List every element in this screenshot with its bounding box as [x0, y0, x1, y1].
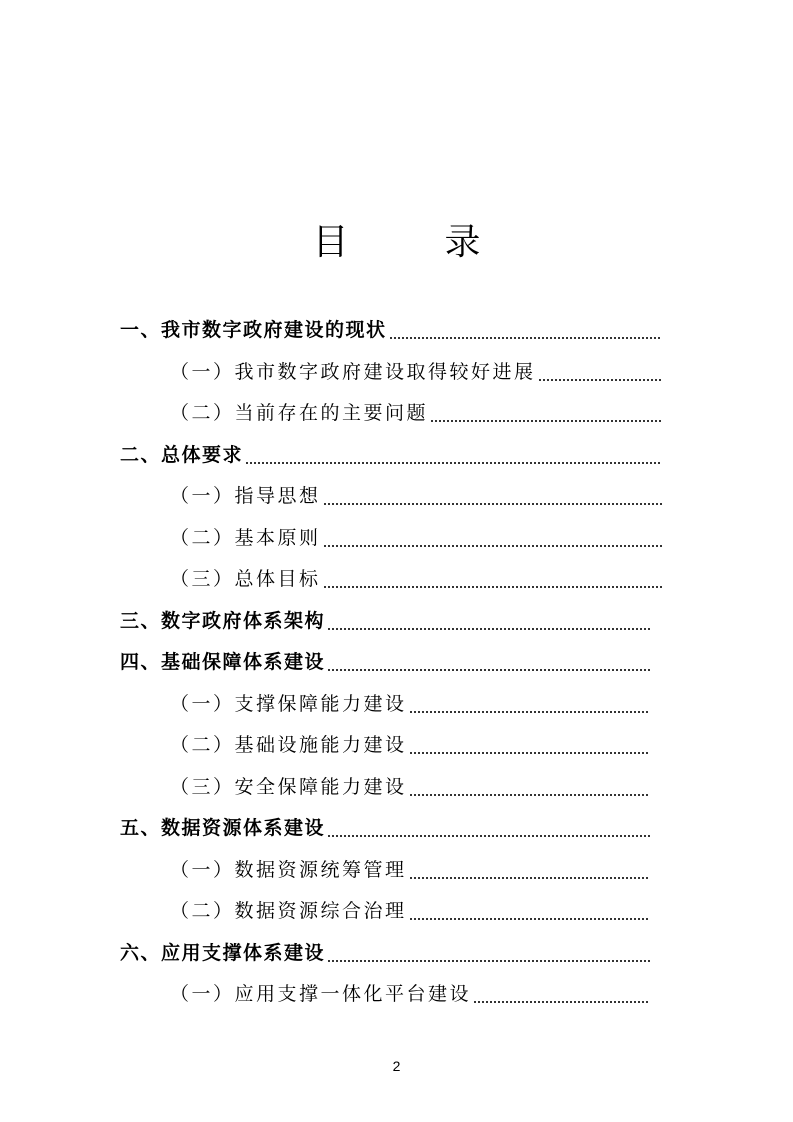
toc-entry-label: （二）当前存在的主要问题 [170, 402, 429, 424]
toc-entry-label: （三）安全保障能力建设 [170, 776, 407, 798]
toc-entry[interactable] [170, 728, 650, 758]
toc-entry-label: （三）总体目标 [170, 568, 321, 590]
toc-entry-label: （一）应用支撑一体化平台建设 [170, 983, 472, 1005]
toc-dot-leader [409, 691, 650, 717]
toc-entry[interactable] [170, 396, 662, 426]
toc-dot-leader [327, 815, 650, 841]
toc-entry[interactable] [120, 811, 650, 841]
toc-entry[interactable] [120, 604, 650, 634]
toc-entry[interactable] [170, 355, 662, 385]
toc-entry-label: （二）数据资源综合治理 [170, 900, 407, 922]
toc-dot-leader [245, 442, 662, 468]
toc-entry[interactable] [120, 936, 650, 966]
toc-entry-label: 二、总体要求 [120, 444, 244, 466]
toc-dot-leader [430, 400, 662, 426]
toc-entry-label: （二）基础设施能力建设 [170, 734, 407, 756]
toc-dot-leader [473, 981, 650, 1007]
toc-entry-label: （一）数据资源统筹管理 [170, 859, 407, 881]
toc-entry[interactable] [170, 562, 662, 592]
toc-entry-label: 五、数据资源体系建设 [120, 817, 326, 839]
toc-dot-leader [409, 898, 650, 924]
toc-entry-label: （一）支撑保障能力建设 [170, 693, 407, 715]
toc-dot-leader [409, 774, 650, 800]
toc-dot-leader [327, 608, 650, 634]
toc-entry-label: 三、数字政府体系架构 [120, 610, 326, 632]
page-number: 2 [392, 1058, 401, 1074]
toc-entry[interactable] [120, 438, 662, 468]
toc-entry[interactable] [170, 687, 650, 717]
toc-entry[interactable] [170, 521, 662, 551]
toc-entry-label: 四、基础保障体系建设 [120, 651, 326, 673]
toc-entry[interactable] [170, 894, 650, 924]
toc-entry[interactable] [170, 977, 650, 1007]
toc-entry[interactable] [170, 853, 650, 883]
toc-dot-leader [323, 483, 662, 509]
toc-dot-leader [327, 649, 650, 675]
toc-entry[interactable] [120, 645, 650, 675]
toc-dot-leader [323, 525, 662, 551]
toc-entry-label: （一）指导思想 [170, 485, 321, 507]
toc-dot-leader [323, 566, 662, 592]
toc-entry-label: 一、我市数字政府建设的现状 [120, 319, 387, 341]
toc-entry-label: 六、应用支撑体系建设 [120, 942, 326, 964]
toc-dot-leader [327, 940, 650, 966]
toc-dot-leader [538, 359, 662, 385]
toc-entry[interactable] [120, 313, 662, 343]
toc-entry[interactable] [170, 770, 650, 800]
toc-dot-leader [389, 317, 662, 343]
toc-entry-label: （一）我市数字政府建设取得较好进展 [170, 361, 536, 383]
toc-entry[interactable] [170, 479, 662, 509]
toc-entry-label: （二）基本原则 [170, 527, 321, 549]
page-title: 目 录 [312, 222, 511, 263]
toc-dot-leader [409, 857, 650, 883]
toc-dot-leader [409, 732, 650, 758]
